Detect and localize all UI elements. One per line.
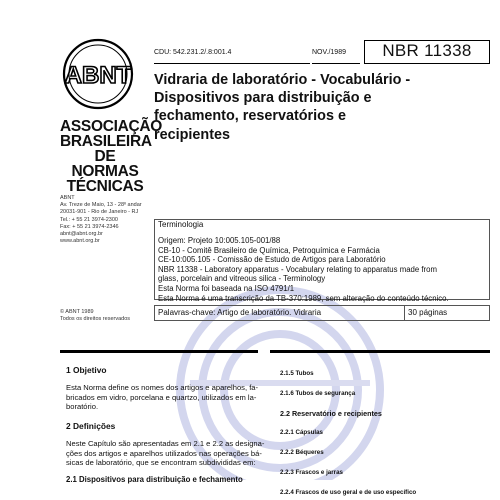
- divider: [270, 350, 490, 353]
- toc-item: 2.2.1 Cápsulas: [280, 429, 323, 436]
- toc-item: 2.2.2 Béqueres: [280, 449, 324, 456]
- text-line: ções dos artigos e aparelhos utilizados nas operações bá-: [66, 448, 262, 458]
- text-line: sicas de laboratório, que se encontram subdivididas em:: [66, 458, 256, 468]
- origin-line: CE-10:005.105 - Comissão de Estudo de Artigos para Laboratório: [158, 255, 386, 265]
- standard-number: NBR 11338: [364, 40, 490, 64]
- document-header: [154, 40, 490, 64]
- address-line: abnt@abnt.org.br: [60, 231, 103, 238]
- title-line: recipientes: [154, 126, 230, 143]
- text-line: Neste Capítulo são apresentadas em 2.1 e 2.2 as designa-: [66, 439, 265, 448]
- org-name-line: BRASILEIRA: [60, 133, 152, 150]
- section-text-objetivo: [66, 383, 266, 412]
- copyright-notice: [60, 309, 150, 323]
- cdu-code: CDU: 542.231.2/.8:001.4: [154, 40, 310, 64]
- address-line: 20031-901 - Rio de Janeiro - RJ: [60, 209, 139, 216]
- page-count: 30 páginas: [408, 308, 448, 317]
- section-heading-dispositivos: 2.1 Dispositivos para distribuição e fechamento: [66, 475, 243, 484]
- abnt-logo: [62, 38, 134, 110]
- text-line: bricados em vidro, porcelana e quartzo, utilizados em la-: [66, 392, 257, 402]
- title-line: Dispositivos para distribuição e: [154, 90, 372, 107]
- title-line: fechamento, reservatórios e: [154, 108, 346, 125]
- document-category: Terminologia: [158, 220, 204, 229]
- toc-item: 2.1.5 Tubos: [280, 370, 314, 377]
- title-line: Vidraria de laboratório - Vocabulário -: [154, 72, 411, 88]
- organization-name: [60, 118, 163, 195]
- section-heading-definicoes: 2 Definições: [66, 421, 116, 431]
- origin-line: Origem: Projeto 10:005.105-001/88: [158, 236, 281, 245]
- toc-item: 2.2 Reservatório e recipientes: [280, 409, 382, 418]
- toc-item: 2.2.3 Frascos e jarras: [280, 469, 343, 476]
- origin-line: CB-10 - Comitê Brasileiro de Química, Petroquímica e Farmácia: [158, 245, 380, 255]
- organization-address: [60, 195, 152, 245]
- origin-line: NBR 11338 - Laboratory apparatus - Vocabulary relating to apparatus made from: [158, 264, 437, 274]
- toc-item: 2.1.6 Tubos de segurança: [280, 390, 356, 397]
- toc-item: 2.2.4 Frascos de uso geral e de uso específico: [280, 489, 417, 496]
- address-line: Av. Treze de Maio, 13 - 28º andar: [60, 202, 142, 209]
- text-line: Esta Norma define os nomes dos artigos e aparelhos, fa-: [66, 383, 259, 392]
- section-heading-objetivo: 1 Objetivo: [66, 365, 107, 375]
- org-name-line: DE NORMAS: [71, 148, 139, 180]
- address-line: Fax: + 55 21 3974-2346: [60, 223, 119, 230]
- origin-line: Esta Norma foi baseada na ISO 4791/1: [158, 283, 295, 293]
- address-line: ABNT: [60, 195, 75, 201]
- document-title: [154, 71, 490, 144]
- origin-line: Esta Norma é uma transcrição da TB-370:1989, sem alteração do conteúdo técnico.: [158, 293, 449, 303]
- divider: [404, 305, 405, 321]
- origin-line: glass, porcelain and vitreous silica - Terminology: [158, 274, 326, 284]
- text-line: boratório.: [66, 402, 99, 412]
- section-text-definicoes: [66, 439, 266, 468]
- keywords: Palavras-chave: Artigo de laboratório. Vidraria: [158, 308, 322, 317]
- address-line: www.abnt.org.br: [60, 238, 100, 245]
- org-name-line: ASSOCIAÇÃO: [60, 118, 163, 135]
- publication-date: NOV./1989: [312, 40, 360, 64]
- logo-text: ABNT: [64, 62, 132, 89]
- copyright-line: Todos os direitos reservados: [60, 316, 131, 323]
- address-line: Tel.: + 55 21 3974-2300: [60, 216, 118, 223]
- org-name-line: TÉCNICAS: [66, 178, 144, 195]
- origin-info: [158, 236, 488, 303]
- copyright-line: © ABNT 1989: [60, 309, 94, 315]
- divider: [60, 350, 258, 353]
